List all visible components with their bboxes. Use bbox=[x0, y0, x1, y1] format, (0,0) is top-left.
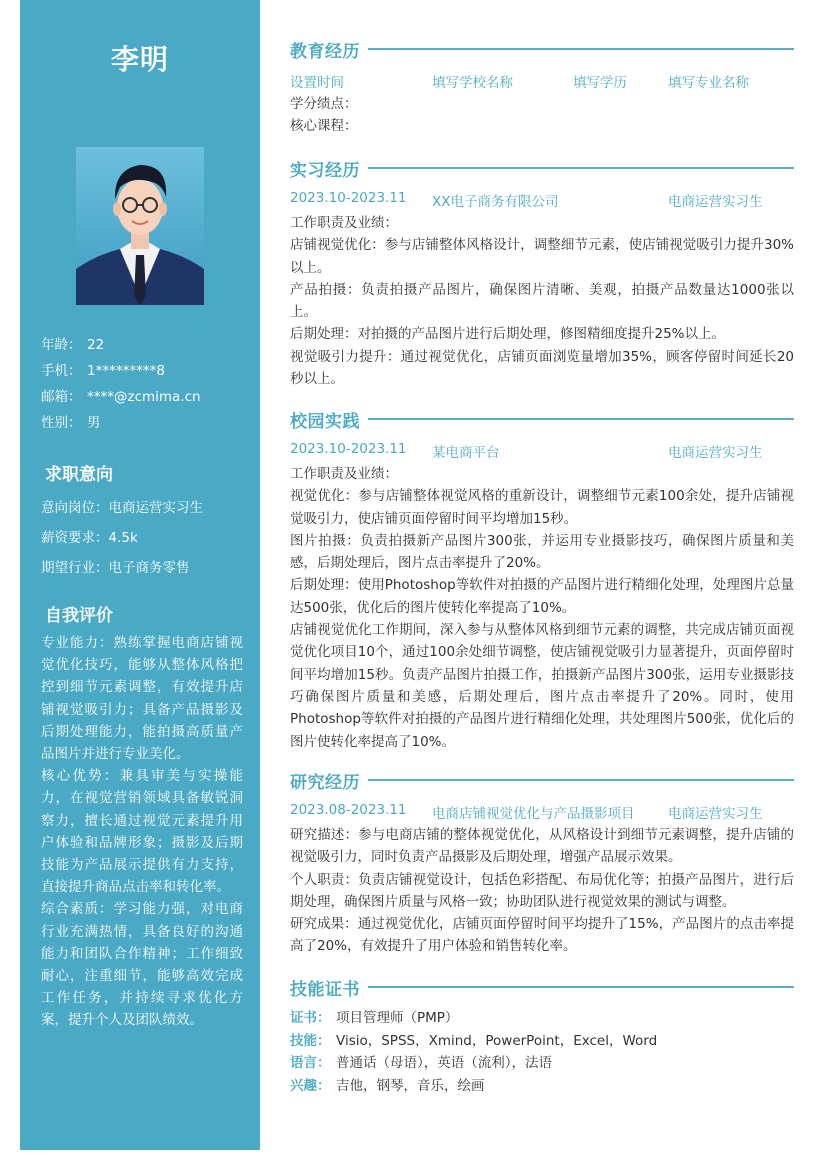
campus-meta bbox=[290, 441, 794, 461]
research-meta bbox=[290, 802, 794, 822]
skill-tools: 技能： Visio，SPSS，Xmind，PowerPoint，Excel，Word bbox=[290, 1032, 658, 1049]
detail-line: 研究描述：参与电商店铺的整体视觉优化，从风格设计到细节元素调整，提升店铺的视觉吸引力，同时负责产品摄影及后期处理，增强产品展示效果。 bbox=[290, 827, 794, 866]
research-time: 2023.08-2023.11 bbox=[290, 802, 407, 818]
campus-heading bbox=[290, 407, 794, 431]
intern-time: 2023.10-2023.11 bbox=[290, 190, 407, 206]
edu-courses: 核心课程： bbox=[290, 118, 358, 135]
profile-photo bbox=[76, 147, 204, 305]
intern-role: 电商运营实习生 bbox=[668, 194, 763, 210]
intent-industry: 期望行业：电子商务零售 bbox=[41, 560, 190, 576]
detail-line: 视觉优化：参与店铺整体视觉风格的重新设计，调整细节元素100余处，提升店铺视觉吸引力，使店铺页面停留时间平均增加15秒。 bbox=[290, 488, 794, 527]
section-title: 研究经历 bbox=[290, 772, 360, 793]
basic-info bbox=[41, 334, 251, 438]
candidate-name: 李明 bbox=[110, 43, 169, 76]
campus-role: 电商运营实习生 bbox=[668, 445, 763, 461]
job-intent-heading: 求职意向 bbox=[45, 465, 113, 485]
edu-degree: 填写学历 bbox=[573, 75, 627, 91]
education-heading bbox=[290, 37, 794, 61]
section-divider bbox=[368, 779, 794, 781]
self-eval-text bbox=[41, 632, 243, 1032]
campus-details bbox=[290, 463, 794, 753]
info-gender: 性别： 男 bbox=[41, 415, 101, 431]
section-title: 校园实践 bbox=[290, 411, 360, 432]
detail-line: 图片拍摄：负责拍摄新产品图片300张，并运用专业摄影技巧，确保图片质量和美感，后期处理后，图片点击率提升了20%。 bbox=[290, 532, 794, 572]
job-intent-list bbox=[41, 497, 256, 587]
detail-line: 店铺视觉优化工作期间，深入参与从整体风格到细节元素的调整，共完成店铺页面视觉优化项目10个，通过100余处细节调整，使店铺视觉吸引力显著提升，页面停留时间平均增加15秒。负责产品图片拍摄工作，拍摄新产品图片300张，运用专业摄影技巧确保图片质量和美感，后期处理后，图片点击率提升了20%。同时，使用Photoshop等软件对拍摄的产品图片进行精细化处理，共处理图片500张，优化后的图片使转化率提高了10%。 bbox=[290, 622, 794, 750]
section-divider bbox=[368, 48, 794, 50]
info-email: 邮箱： ****@zcmima.cn bbox=[41, 389, 201, 405]
section-title: 实习经历 bbox=[290, 160, 360, 181]
self-eval-paragraph: 专业能力：熟练掌握电商店铺视觉优化技巧，能够从整体风格把控到细节元素调整，有效提升店铺视觉吸引力；具备产品摄影及后期处理能力，能拍摄高质量产品图片并进行专业美化。 bbox=[41, 635, 243, 763]
education-details bbox=[290, 93, 794, 138]
self-eval-paragraph: 核心优势：兼具审美与实操能力，在视觉营销领域具备敏锐洞察力，擅长通过视觉元素提升用户体验和品牌形象；摄影及后期技能为产品展示提供有力支持，直接提升商品点击率和转化率。 bbox=[41, 768, 243, 896]
education-meta bbox=[290, 71, 794, 91]
skill-language: 语言： 普通话（母语），英语（流利），法语 bbox=[290, 1055, 552, 1071]
skill-hobby: 兴趣： 吉他，钢琴，音乐，绘画 bbox=[290, 1077, 485, 1094]
detail-line: 工作职责及业绩： bbox=[290, 215, 398, 231]
detail-line: 研究成果：通过视觉优化，店铺页面停留时间平均提升了15%，产品图片的点击率提高了20%，有效提升了用户体验和销售转化率。 bbox=[290, 916, 794, 955]
internship-heading bbox=[290, 156, 794, 180]
self-eval-heading: 自我评价 bbox=[45, 606, 113, 626]
research-role: 电商运营实习生 bbox=[668, 806, 763, 822]
detail-line: 工作职责及业绩： bbox=[290, 466, 398, 482]
detail-line: 视觉吸引力提升：通过视觉优化，店铺页面浏览量增加35%，顾客停留时间延长20秒以上。 bbox=[290, 348, 794, 388]
detail-line: 后期处理：对拍摄的产品图片进行后期处理，修图精细度提升25%以上。 bbox=[290, 326, 726, 343]
section-divider bbox=[368, 418, 794, 420]
edu-gpa: 学分绩点： bbox=[290, 96, 358, 112]
section-title: 技能证书 bbox=[290, 979, 360, 1000]
internship-details bbox=[290, 212, 794, 390]
section-divider bbox=[368, 986, 794, 988]
skill-cert: 证书： 项目管理师（PMP） bbox=[290, 1010, 459, 1026]
edu-school: 填写学校名称 bbox=[432, 75, 513, 91]
edu-major: 填写专业名称 bbox=[668, 75, 749, 91]
detail-line: 店铺视觉优化：参与店铺整体风格设计，调整细节元素，使店铺视觉吸引力提升30%以上。 bbox=[290, 237, 794, 276]
self-eval-paragraph: 综合素质：学习能力强，对电商行业充满热情，具备良好的沟通能力和团队合作精神；工作细致耐心，注重细节，能够高效完成工作任务，并持续寻求优化方案，提升个人及团队绩效。 bbox=[41, 901, 243, 1029]
skills-list bbox=[290, 1007, 794, 1097]
intern-company: XX电子商务有限公司 bbox=[432, 194, 559, 210]
edu-time: 设置时间 bbox=[290, 75, 344, 91]
section-divider bbox=[368, 167, 794, 169]
detail-line: 个人职责：负责店铺视觉设计，包括色彩搭配、布局优化等；拍摄产品图片，进行后期处理，确保图片质量与风格一致；协助团队进行视觉效果的测试与调整。 bbox=[290, 871, 794, 910]
detail-line: 后期处理：使用Photoshop等软件对拍摄的产品图片进行精细化处理，处理图片总量达500张，优化后的图片使转化率提高了10%。 bbox=[290, 577, 794, 616]
campus-time: 2023.10-2023.11 bbox=[290, 441, 407, 457]
detail-line: 产品拍摄：负责拍摄产品图片，确保图片清晰、美观，拍摄产品数量达1000张以上。 bbox=[290, 281, 794, 321]
intent-position: 意向岗位：电商运营实习生 bbox=[41, 500, 203, 516]
skills-heading bbox=[290, 975, 794, 999]
portrait-image bbox=[76, 147, 204, 305]
research-project: 电商店铺视觉优化与产品摄影项目 bbox=[432, 806, 635, 822]
campus-org: 某电商平台 bbox=[432, 445, 500, 461]
research-details bbox=[290, 824, 794, 958]
info-age: 年龄： 22 bbox=[41, 337, 105, 353]
section-title: 教育经历 bbox=[290, 41, 360, 62]
sidebar bbox=[20, 0, 260, 1150]
research-heading bbox=[290, 768, 794, 792]
info-phone: 手机： 1*********8 bbox=[41, 363, 165, 379]
intent-salary: 薪资要求：4.5k bbox=[41, 530, 138, 546]
internship-meta bbox=[290, 190, 794, 210]
